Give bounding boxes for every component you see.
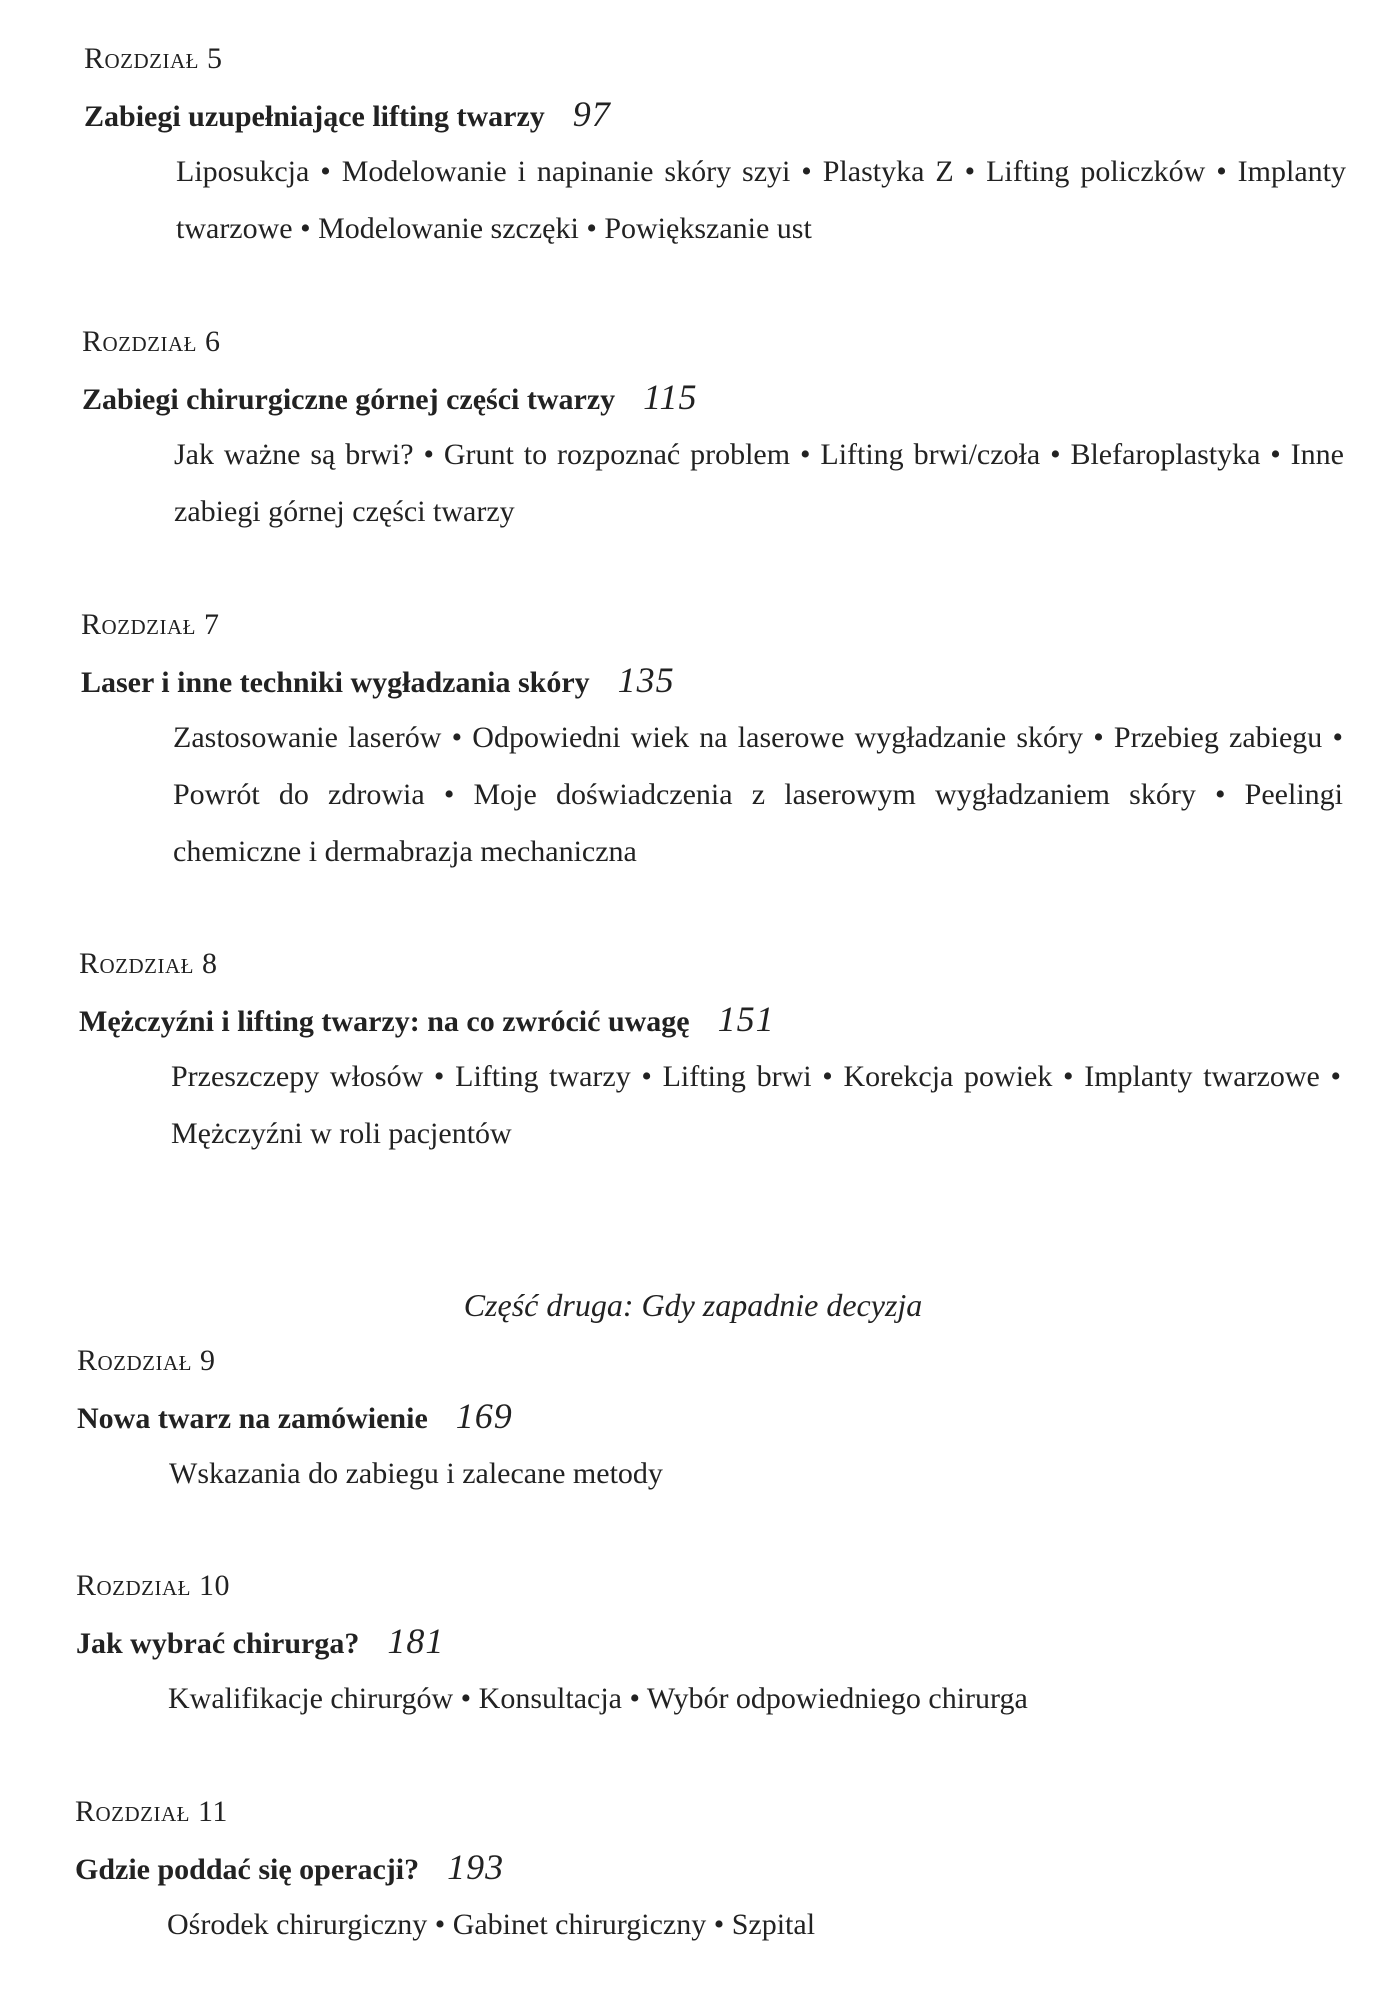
chapter-title: [79, 999, 1369, 1042]
chapter-5-entry: [84, 40, 1374, 257]
chapter-title: [84, 94, 1374, 137]
chapter-10-entry: [76, 1567, 1366, 1727]
chapter-page-number: 97: [572, 94, 611, 134]
chapter-page-number: 135: [617, 660, 675, 700]
part-two-heading: Część druga: Gdy zapadnie decyzja: [463, 1287, 923, 1323]
chapter-9-entry: [77, 1342, 1367, 1502]
chapter-title: [76, 1621, 1366, 1664]
chapter-title-text: Nowa twarz na zamówienie: [77, 1402, 428, 1435]
chapter-6-entry: [82, 323, 1372, 540]
chapter-topics: Ośrodek chirurgiczny • Gabinet chirurgiczny • Szpital: [167, 1908, 816, 1941]
chapter-title-text: Mężczyźni i lifting twarzy: na co zwrócić uwagę: [79, 1005, 690, 1038]
chapter-7-entry: [81, 606, 1371, 880]
chapter-topics: Przeszczepy włosów • Lifting twarzy • Lifting brwi • Korekcja powiek • Implanty twarzowe • Mężczyźni w roli pacjentów: [171, 1060, 1341, 1150]
chapter-page-number: 115: [643, 377, 698, 417]
chapter-page-number: 193: [447, 1847, 505, 1887]
chapter-label: Rozdział 9: [77, 1344, 216, 1377]
chapter-page-number: 151: [717, 999, 775, 1039]
chapter-title-text: Jak wybrać chirurga?: [76, 1627, 360, 1660]
chapter-title: [81, 660, 1371, 703]
chapter-page-number: 181: [387, 1621, 445, 1661]
chapter-title-text: Laser i inne techniki wygładzania skóry: [81, 666, 590, 699]
chapter-11-entry: [75, 1793, 1365, 1953]
chapter-label: Rozdział 10: [76, 1569, 230, 1602]
chapter-title: [75, 1847, 1365, 1890]
chapter-topics: Kwalifikacje chirurgów • Konsultacja • Wybór odpowiedniego chirurga: [168, 1682, 1028, 1715]
chapter-8-entry: [79, 945, 1369, 1162]
chapter-title: [82, 377, 1372, 420]
chapter-label: Rozdział 8: [79, 947, 218, 980]
chapter-title-text: Gdzie poddać się operacji?: [75, 1853, 420, 1886]
chapter-label: Rozdział 5: [84, 42, 223, 75]
chapter-topics: Zastosowanie laserów • Odpowiedni wiek na laserowe wygładzanie skóry • Przebieg zabiegu • Powrót do zdrowia • Moje doświadczenia z laserowym wygładzaniem skóry • Peelingi chemiczne i dermabrazja mechaniczna: [173, 721, 1343, 868]
chapter-label: Rozdział 7: [81, 608, 220, 641]
chapter-topics: Jak ważne są brwi? • Grunt to rozpoznać problem • Lifting brwi/czoła • Blefaroplastyka • Inne zabiegi górnej części twarzy: [174, 438, 1344, 528]
chapter-topics: Liposukcja • Modelowanie i napinanie skóry szyi • Plastyka Z • Lifting policzków • Implanty twarzowe • Modelowanie szczęki • Powiększanie ust: [176, 155, 1346, 245]
chapter-topics: Wskazania do zabiegu i zalecane metody: [169, 1457, 663, 1490]
chapter-title-text: Zabiegi uzupełniające lifting twarzy: [84, 100, 545, 133]
chapter-label: Rozdział 6: [82, 325, 221, 358]
chapter-page-number: 169: [455, 1396, 513, 1436]
chapter-title-text: Zabiegi chirurgiczne górnej części twarzy: [82, 383, 616, 416]
chapter-label: Rozdział 11: [75, 1795, 228, 1828]
chapter-title: [77, 1396, 1367, 1439]
